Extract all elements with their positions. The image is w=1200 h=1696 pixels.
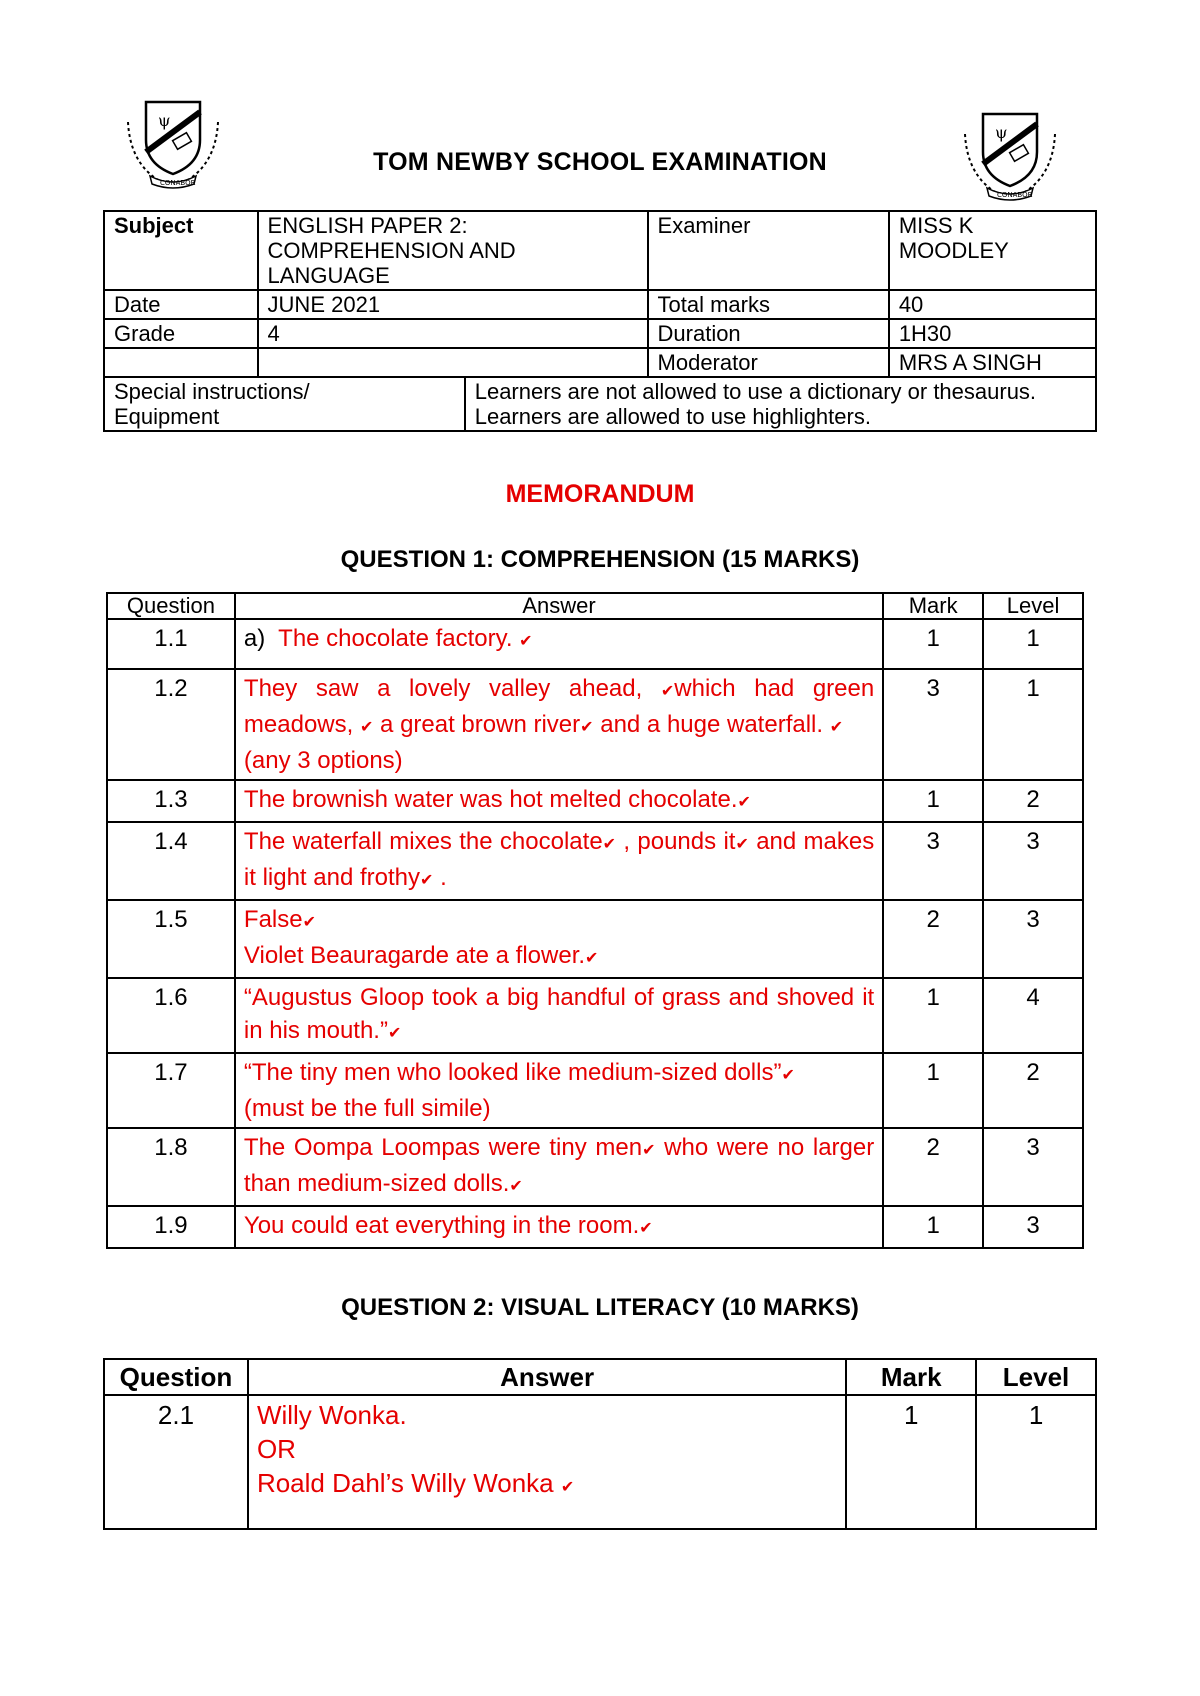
examiner-label: Examiner [648,211,889,290]
check-icon: ✔ [580,719,594,736]
table-row [107,1053,1083,1128]
school-title: TOM NEWBY SCHOOL EXAMINATION [373,148,827,176]
mark-cell: 1 [846,1395,976,1529]
moderator-value: MRS A SINGH [889,348,1096,377]
table-row [104,1395,1096,1529]
subject-label: Subject [104,211,258,290]
header-question: Question [104,1359,248,1395]
question-number: 1.1 [107,619,235,669]
answer-cell: The Oompa Loompas were tiny men✔ who were no larger than medium-sized dolls.✔ [235,1128,883,1206]
check-icon: ✔ [737,794,751,811]
question-2-title: QUESTION 2: VISUAL LITERACY (10 MARKS) [341,1294,859,1321]
check-icon: ✔ [560,1479,575,1496]
memorandum-title: MEMORANDUM [505,480,695,508]
header-answer: Answer [248,1359,846,1395]
level-cell: 2 [983,1053,1083,1128]
level-cell: 3 [983,1206,1083,1248]
mark-cell: 1 [883,978,983,1053]
date-label: Date [104,290,258,319]
table-row [107,780,1083,822]
check-icon: ✔ [420,872,434,889]
answer-cell: a) The chocolate factory. ✔ [235,619,883,669]
level-cell: 4 [983,978,1083,1053]
header-mark: Mark [846,1359,976,1395]
question-number: 1.4 [107,822,235,900]
mark-cell: 3 [883,669,983,780]
total-marks-value: 40 [889,290,1096,319]
level-cell: 3 [983,900,1083,978]
answer-cell: The brownish water was hot melted chocolate.✔ [235,780,883,822]
table-row [107,669,1083,780]
mark-cell: 1 [883,780,983,822]
check-icon: ✔ [660,683,675,700]
mark-cell: 1 [883,1206,983,1248]
check-icon: ✔ [509,1178,523,1195]
header-level: Level [983,593,1083,619]
question-2-table [103,1358,1097,1530]
svg-text:CONABOR: CONABOR [997,191,1033,199]
question-1-title: QUESTION 1: COMPREHENSION (15 MARKS) [340,546,860,573]
question-number: 1.7 [107,1053,235,1128]
level-cell: 2 [983,780,1083,822]
table-row [107,1128,1083,1206]
question-1-table [106,592,1084,1249]
empty-cell [104,348,258,377]
answer-cell: They saw a lovely valley ahead, ✔which had green meadows, ✔ a great brown river✔ and a huge waterfall. ✔ (any 3 options) [235,669,883,780]
moderator-label: Moderator [648,348,889,377]
answer-cell: You could eat everything in the room.✔ [235,1206,883,1248]
answer-cell: “The tiny men who looked like medium-sized dolls”✔ (must be the full simile) [235,1053,883,1128]
table-row [107,822,1083,900]
header-mark: Mark [883,593,983,619]
question-number: 1.5 [107,900,235,978]
answer-cell: False✔ Violet Beauragarde ate a flower.✔ [235,900,883,978]
question-number: 2.1 [104,1395,248,1529]
check-icon: ✔ [642,1142,656,1159]
grade-value: 4 [258,319,648,348]
check-icon: ✔ [519,633,533,650]
check-icon: ✔ [602,836,617,853]
check-icon: ✔ [585,950,599,967]
question-number: 1.6 [107,978,235,1053]
subject-value: ENGLISH PAPER 2: COMPREHENSION AND LANGUAGE [258,211,648,290]
table-row [107,1206,1083,1248]
school-crest-left [118,92,228,192]
special-instructions-label: Special instructions/ Equipment [104,377,465,431]
mark-cell: 3 [883,822,983,900]
level-cell: 3 [983,1128,1083,1206]
answer-cell: Willy Wonka. OR Roald Dahl’s Willy Wonka ✔ [248,1395,846,1529]
check-icon: ✔ [359,719,374,736]
svg-text:CONABOR: CONABOR [160,179,196,187]
table-row [107,978,1083,1053]
date-value: JUNE 2021 [258,290,648,319]
check-icon: ✔ [387,1025,402,1042]
table-row [107,900,1083,978]
check-icon: ✔ [302,914,316,931]
mark-cell: 1 [883,619,983,669]
check-icon: ✔ [781,1067,795,1084]
special-instructions-value: Learners are not allowed to use a dictionary or thesaurus. Learners are allowed to use highlighters. [465,377,1096,431]
table-row [107,619,1083,669]
level-cell: 1 [983,669,1083,780]
mark-cell: 2 [883,1128,983,1206]
check-icon: ✔ [735,836,749,853]
mark-cell: 1 [883,1053,983,1128]
check-icon: ✔ [639,1220,653,1237]
question-number: 1.8 [107,1128,235,1206]
question-number: 1.2 [107,669,235,780]
mark-cell: 2 [883,900,983,978]
duration-value: 1H30 [889,319,1096,348]
examiner-value: MISS K MOODLEY [889,211,1096,290]
answer-cell: The waterfall mixes the chocolate✔ , pounds it✔ and makes it light and frothy✔ . [235,822,883,900]
header-answer: Answer [235,593,883,619]
total-marks-label: Total marks [648,290,889,319]
header-question: Question [107,593,235,619]
check-icon: ✔ [829,719,844,736]
level-cell: 1 [983,619,1083,669]
svg-text:ψ: ψ [158,111,171,130]
svg-text:ψ: ψ [995,123,1008,142]
level-cell: 3 [983,822,1083,900]
header-level: Level [976,1359,1096,1395]
duration-label: Duration [648,319,889,348]
question-number: 1.3 [107,780,235,822]
empty-cell [258,348,648,377]
exam-info-table [103,210,1097,432]
grade-label: Grade [104,319,258,348]
answer-cell: “Augustus Gloop took a big handful of grass and shoved it in his mouth.”✔ [235,978,883,1053]
level-cell: 1 [976,1395,1096,1529]
question-number: 1.9 [107,1206,235,1248]
